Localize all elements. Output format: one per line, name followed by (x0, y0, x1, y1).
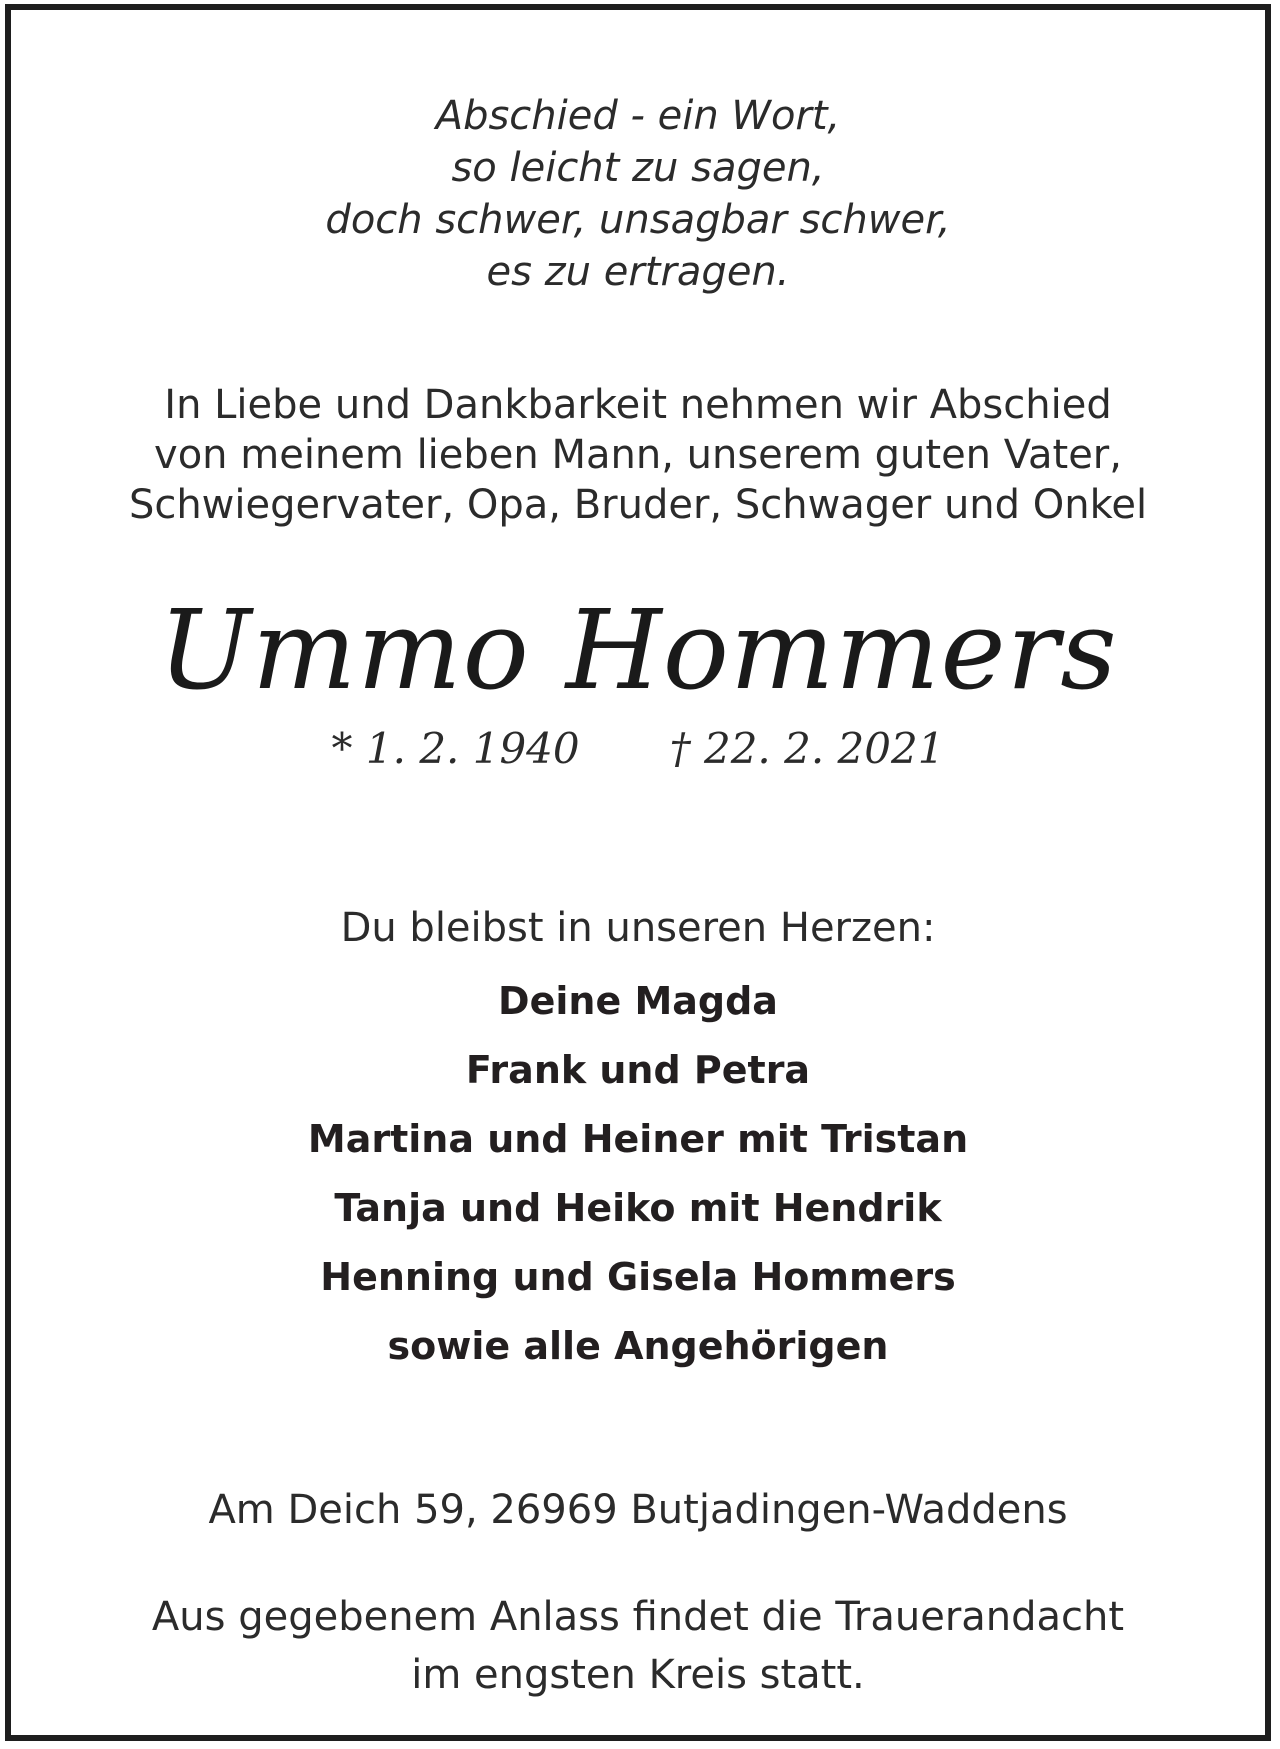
intro-line: In Liebe und Dankbarkeit nehmen wir Abschied (164, 382, 1112, 428)
poem-line: doch schwer, unsagbar schwer, (325, 197, 951, 243)
mourner-name: sowie alle Angehörigen (387, 1324, 889, 1368)
intro-text (11, 380, 1265, 530)
mourner-name: Tanja und Heiko mit Hendrik (334, 1186, 942, 1230)
intro-line: Schwiegervater, Opa, Bruder, Schwager und Onkel (128, 482, 1148, 528)
address: Am Deich 59, 26969 Butjadingen-Waddens (208, 1487, 1068, 1533)
intro-line: von meinem lieben Mann, unserem guten Vater, (154, 432, 1122, 478)
notice-line: im engsten Kreis statt. (411, 1652, 865, 1698)
mourner-name: Deine Magda (498, 979, 778, 1023)
mourner-name: Frank und Petra (465, 1048, 811, 1092)
mourners-lead: Du bleibst in unseren Herzen: (340, 905, 936, 951)
mourner-name: Martina und Heiner mit Tristan (307, 1117, 969, 1161)
birth-date: * 1. 2. 1940 (331, 724, 580, 773)
mourners-list (11, 967, 1265, 1381)
poem-line: Abschied - ein Wort, (435, 93, 841, 139)
poem (11, 90, 1265, 298)
life-dates (11, 722, 1265, 776)
poem-line: es zu ertragen. (486, 249, 790, 295)
service-notice (11, 1588, 1265, 1704)
obituary-frame (5, 4, 1271, 1741)
poem-line: so leicht zu sagen, (451, 145, 825, 191)
mourner-name: Henning und Gisela Hommers (320, 1255, 956, 1299)
deceased-name: Ummo Hommers (158, 586, 1118, 714)
notice-line: Aus gegebenem Anlass findet die Trauerandacht (151, 1594, 1125, 1640)
death-date: † 22. 2. 2021 (669, 724, 945, 773)
